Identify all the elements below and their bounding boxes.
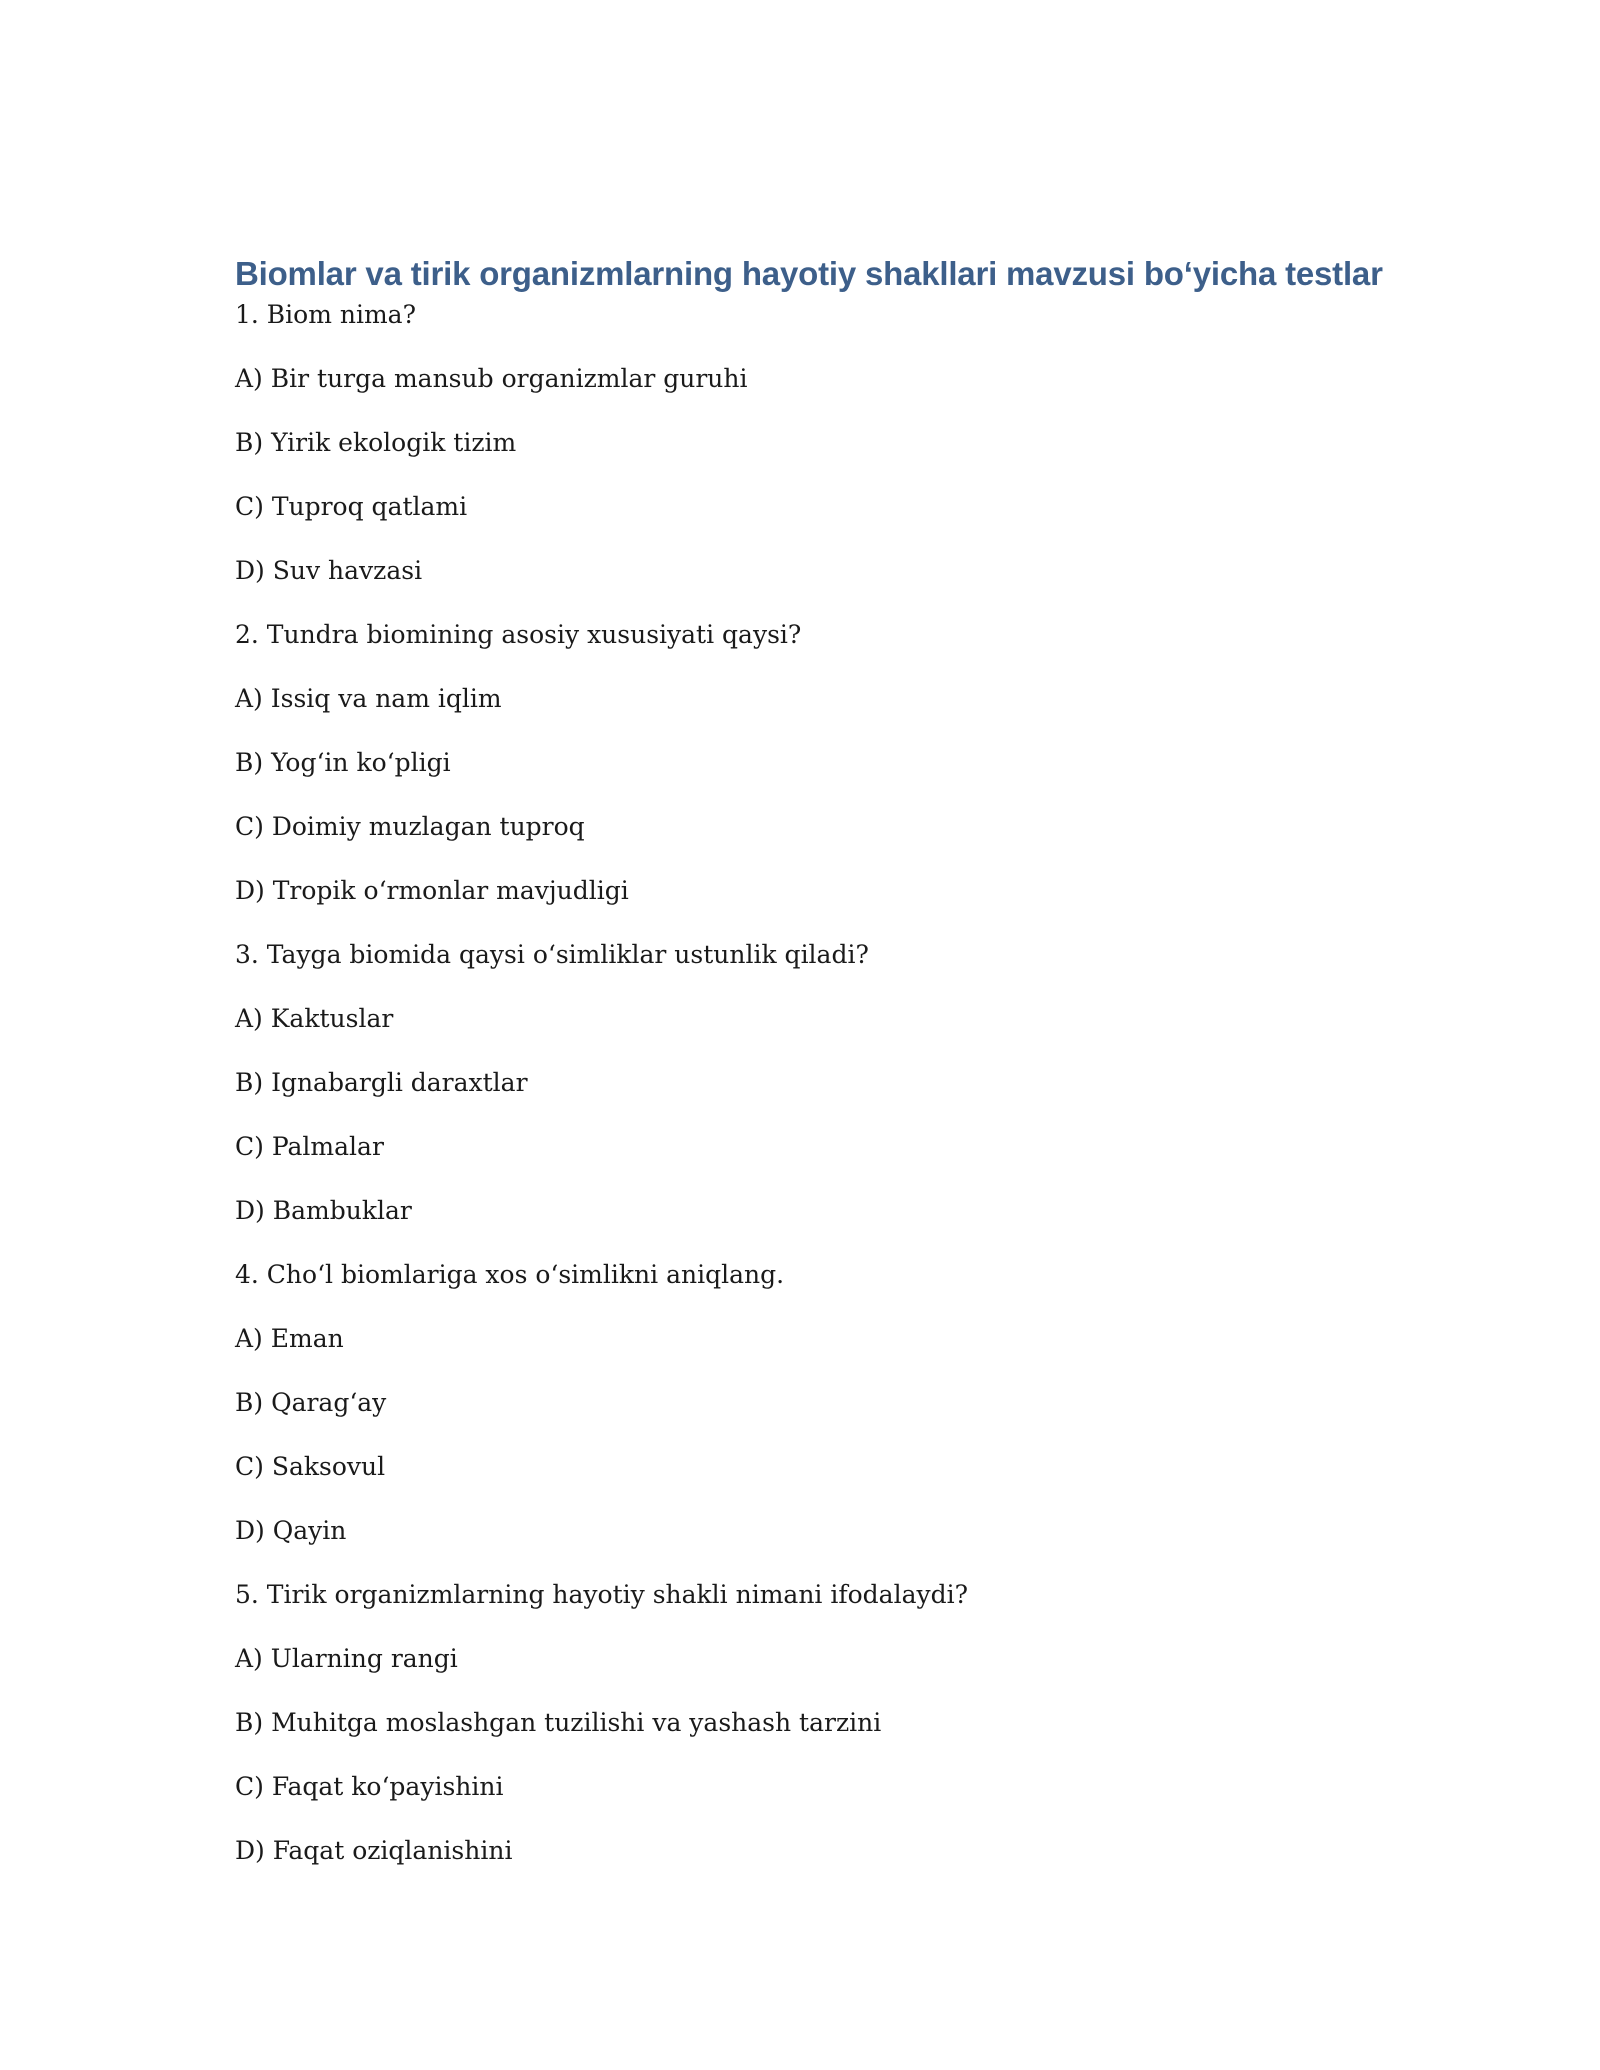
answer-option: B) Yirik ekologik tizim [235, 428, 517, 457]
answer-option: D) Qayin [235, 1516, 347, 1545]
question-text: 4. Cho‘l biomlariga xos o‘simlikni aniqlang. [235, 1260, 785, 1289]
answer-option: C) Faqat ko‘payishini [235, 1772, 504, 1801]
answer-option: B) Qarag‘ay [235, 1388, 387, 1417]
answer-option: C) Palmalar [235, 1132, 384, 1161]
answer-option: A) Kaktuslar [235, 1004, 394, 1033]
answer-option: D) Tropik o‘rmonlar mavjudligi [235, 876, 629, 905]
answer-option: A) Eman [235, 1324, 344, 1353]
answer-option: A) Issiq va nam iqlim [235, 684, 502, 713]
question-text: 3. Tayga biomida qaysi o‘simliklar ustunlik qiladi? [235, 940, 869, 969]
question-list [235, 298, 1375, 1868]
answer-option: C) Tuproq qatlami [235, 492, 468, 521]
answer-option: A) Ularning rangi [235, 1644, 458, 1673]
answer-option: B) Yog‘in ko‘pligi [235, 748, 451, 777]
question-text: 2. Tundra biomining asosiy xususiyati qaysi? [235, 620, 802, 649]
answer-option: D) Suv havzasi [235, 556, 423, 585]
document-body [235, 250, 1383, 1898]
answer-option: B) Ignabargli daraxtlar [235, 1068, 528, 1097]
answer-option: C) Doimiy muzlagan tuproq [235, 812, 585, 841]
answer-option: D) Faqat oziqlanishini [235, 1836, 513, 1865]
question-text: 1. Biom nima? [235, 300, 416, 329]
answer-option: D) Bambuklar [235, 1196, 412, 1225]
document-title: Biomlar va tirik organizmlarning hayotiy shakllari mavzusi bo‘yicha testlar [235, 255, 1383, 292]
answer-option: A) Bir turga mansub organizmlar guruhi [235, 364, 748, 393]
question-text: 5. Tirik organizmlarning hayotiy shakli nimani ifodalaydi? [235, 1580, 968, 1609]
answer-option: B) Muhitga moslashgan tuzilishi va yashash tarzini [235, 1708, 882, 1737]
answer-option: C) Saksovul [235, 1452, 386, 1481]
